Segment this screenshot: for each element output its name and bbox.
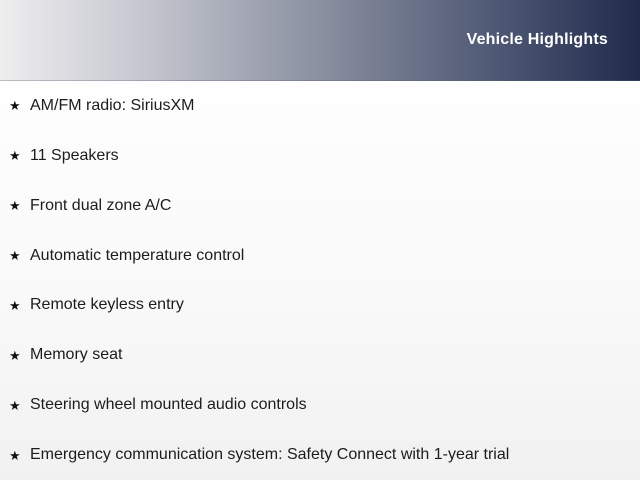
list-item-label: AM/FM radio: SiriusXM bbox=[30, 96, 195, 114]
list-item bbox=[0, 181, 640, 231]
star-icon: ★ bbox=[9, 248, 21, 264]
star-icon: ★ bbox=[9, 148, 21, 164]
list-item bbox=[0, 131, 640, 181]
star-icon: ★ bbox=[9, 397, 21, 413]
star-icon: ★ bbox=[9, 98, 21, 114]
list-item bbox=[0, 430, 640, 480]
list-item-label: 11 Speakers bbox=[30, 146, 119, 164]
list-item bbox=[0, 281, 640, 331]
page-title: Vehicle Highlights bbox=[466, 31, 608, 48]
star-icon: ★ bbox=[9, 347, 21, 363]
list-item-label: Steering wheel mounted audio controls bbox=[30, 396, 307, 414]
list-item bbox=[0, 380, 640, 430]
star-icon: ★ bbox=[9, 297, 21, 313]
list-item bbox=[0, 330, 640, 380]
list-item-label: Memory seat bbox=[30, 346, 123, 364]
vehicle-highlights-header bbox=[0, 0, 640, 81]
list-item-label: Automatic temperature control bbox=[30, 246, 245, 264]
list-item-label: Front dual zone A/C bbox=[30, 196, 172, 214]
star-icon: ★ bbox=[9, 447, 21, 463]
list-item-label: Remote keyless entry bbox=[30, 296, 184, 314]
list-item-label: Emergency communication system: Safety Connect with 1-year trial bbox=[30, 446, 510, 464]
list-item bbox=[0, 231, 640, 281]
list-item bbox=[0, 81, 640, 131]
highlights-list bbox=[0, 81, 640, 480]
star-icon: ★ bbox=[9, 198, 21, 214]
